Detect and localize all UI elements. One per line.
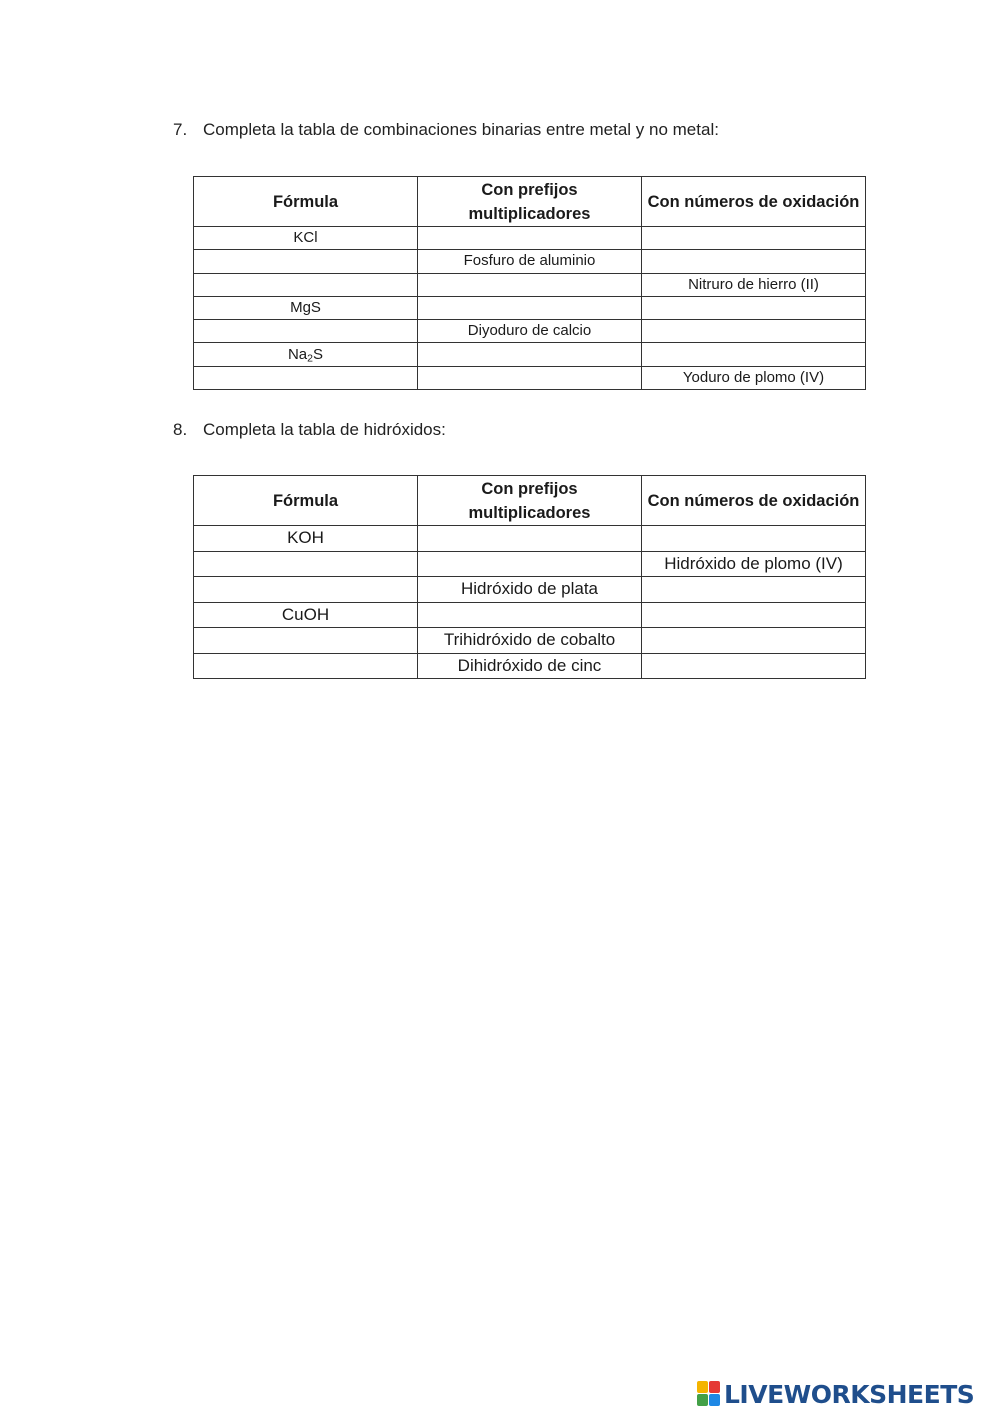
answer-cell[interactable] bbox=[642, 343, 866, 366]
question-8 bbox=[173, 420, 446, 440]
question-8-number: 8. bbox=[173, 420, 188, 439]
hydroxides-table bbox=[193, 475, 866, 679]
liveworksheets-logo-icon bbox=[697, 1381, 721, 1407]
formula-cell: CuOH bbox=[194, 602, 418, 628]
oxidation-name-cell: Hidróxido de plomo (IV) bbox=[642, 551, 866, 577]
formula-cell: MgS bbox=[194, 296, 418, 319]
header-formula: Fórmula bbox=[194, 177, 418, 227]
answer-cell[interactable] bbox=[194, 628, 418, 654]
answer-cell[interactable] bbox=[642, 602, 866, 628]
header-formula: Fórmula bbox=[194, 476, 418, 526]
table-row bbox=[194, 273, 866, 296]
answer-cell[interactable] bbox=[642, 653, 866, 679]
header-prefixes: Con prefijos multiplicadores bbox=[418, 177, 642, 227]
answer-cell[interactable] bbox=[642, 320, 866, 343]
table-row bbox=[194, 250, 866, 273]
header-oxidation: Con números de oxidación bbox=[642, 476, 866, 526]
header-prefixes: Con prefijos multiplicadores bbox=[418, 476, 642, 526]
prefix-name-cell: Fosfuro de aluminio bbox=[418, 250, 642, 273]
table-row bbox=[194, 628, 866, 654]
table-row bbox=[194, 526, 866, 552]
formula-cell: KOH bbox=[194, 526, 418, 552]
brand-text: LIVEWORKSHEETS bbox=[724, 1379, 975, 1409]
table-row bbox=[194, 343, 866, 366]
answer-cell[interactable] bbox=[642, 526, 866, 552]
prefix-name-cell: Hidróxido de plata bbox=[418, 577, 642, 603]
question-7 bbox=[173, 120, 719, 140]
question-8-text: Completa la tabla de hidróxidos: bbox=[203, 420, 446, 439]
table-row bbox=[194, 653, 866, 679]
oxidation-name-cell: Nitruro de hierro (II) bbox=[642, 273, 866, 296]
table-row bbox=[194, 551, 866, 577]
answer-cell[interactable] bbox=[418, 273, 642, 296]
answer-cell[interactable] bbox=[642, 227, 866, 250]
table-row bbox=[194, 320, 866, 343]
formula-cell: $Na_2S$ bbox=[194, 343, 418, 366]
prefix-name-cell: Dihidróxido de cinc bbox=[418, 653, 642, 679]
answer-cell[interactable] bbox=[418, 551, 642, 577]
prefix-name-cell: Trihidróxido de cobalto bbox=[418, 628, 642, 654]
table-row bbox=[194, 227, 866, 250]
header-oxidation: Con números de oxidación bbox=[642, 177, 866, 227]
question-7-number: 7. bbox=[173, 120, 188, 139]
table-row bbox=[194, 366, 866, 389]
answer-cell[interactable] bbox=[194, 366, 418, 389]
answer-cell[interactable] bbox=[418, 296, 642, 319]
answer-cell[interactable] bbox=[194, 320, 418, 343]
answer-cell[interactable] bbox=[418, 526, 642, 552]
answer-cell[interactable] bbox=[194, 250, 418, 273]
answer-cell[interactable] bbox=[194, 273, 418, 296]
answer-cell[interactable] bbox=[418, 227, 642, 250]
answer-cell[interactable] bbox=[194, 577, 418, 603]
binary-compounds-table bbox=[193, 176, 866, 390]
formula-cell: KCl bbox=[194, 227, 418, 250]
table-header-row bbox=[194, 476, 866, 526]
answer-cell[interactable] bbox=[418, 602, 642, 628]
answer-cell[interactable] bbox=[418, 343, 642, 366]
table-row bbox=[194, 602, 866, 628]
answer-cell[interactable] bbox=[194, 551, 418, 577]
liveworksheets-brand[interactable] bbox=[697, 1378, 974, 1410]
table-row bbox=[194, 577, 866, 603]
table-header-row bbox=[194, 177, 866, 227]
oxidation-name-cell: Yoduro de plomo (IV) bbox=[642, 366, 866, 389]
prefix-name-cell: Diyoduro de calcio bbox=[418, 320, 642, 343]
answer-cell[interactable] bbox=[642, 628, 866, 654]
answer-cell[interactable] bbox=[194, 653, 418, 679]
answer-cell[interactable] bbox=[418, 366, 642, 389]
answer-cell[interactable] bbox=[642, 296, 866, 319]
table-row bbox=[194, 296, 866, 319]
question-7-text: Completa la tabla de combinaciones binarias entre metal y no metal: bbox=[203, 120, 719, 139]
answer-cell[interactable] bbox=[642, 250, 866, 273]
answer-cell[interactable] bbox=[642, 577, 866, 603]
